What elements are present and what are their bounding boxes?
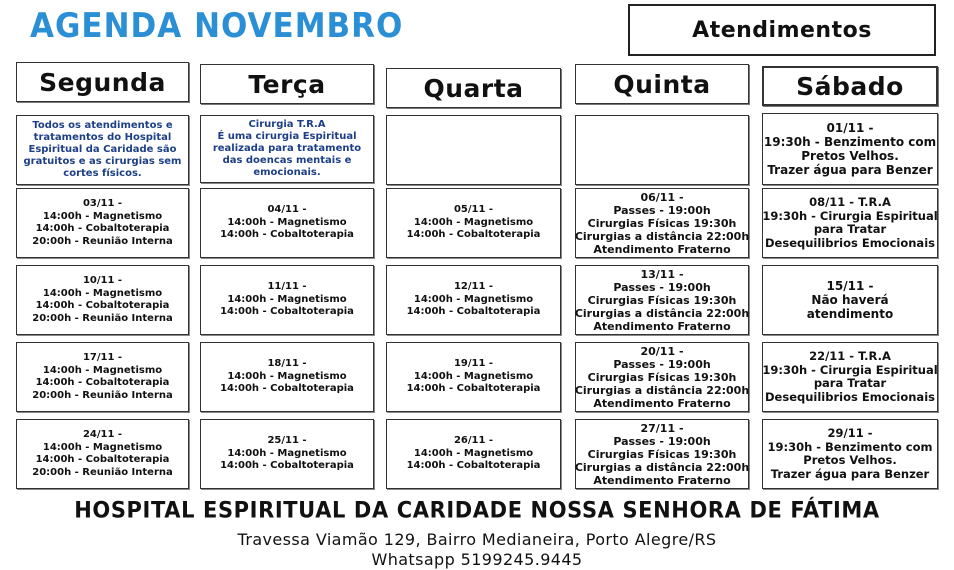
cell-line: Cirurgias a distância 22:00h	[574, 383, 750, 397]
cell-line: Espiritual da Caridade são	[28, 144, 177, 155]
cell-line: 14:00h - Cobaltoterapia	[220, 460, 354, 472]
cell-line: Todos os atendimentos e	[32, 120, 173, 131]
cell-line: 26/11 -	[453, 435, 494, 447]
cell-line: gratuitos e as cirurgias sem	[23, 156, 182, 167]
cell-line: Atendimento Fraterno	[593, 242, 731, 256]
cell-line: 14:00h - Cobaltoterapia	[220, 383, 354, 395]
cell-line: 11/11 -	[267, 281, 307, 293]
cell-line: Desequilibrios Emocionais	[765, 235, 935, 250]
cell-line: Trazer água para Benzer	[770, 466, 930, 481]
cell-line: É uma cirurgia Espiritual	[217, 131, 357, 142]
schedule-cell-sabado	[762, 265, 938, 335]
cell-line: Passes - 19:00h	[613, 357, 711, 371]
cell-line: das doencas mentais e	[222, 155, 352, 166]
cell-line: 14:00h - Cobaltoterapia	[406, 383, 541, 395]
schedule-cell-terca	[200, 342, 374, 412]
schedule-cell-quarta	[386, 265, 561, 335]
atendimentos-title: Atendimentos	[628, 4, 936, 56]
cell-line: Passes - 19:00h	[613, 434, 711, 448]
cell-line: 22/11 - T.R.A	[809, 349, 891, 363]
cell-line: 12/11 -	[453, 281, 494, 293]
cell-line: 14:00h - Magnetismo	[413, 293, 534, 305]
cell-line: 14:00h - Magnetismo	[227, 370, 347, 382]
cell-line: Pretos Velhos.	[803, 453, 897, 467]
day-header-sabado: Sábado	[762, 66, 938, 106]
cell-line: 06/11 -	[640, 190, 684, 204]
schedule-cell-segunda	[16, 342, 189, 412]
cell-line: 14:00h - Magnetismo	[413, 216, 534, 228]
schedule-cell-terca	[200, 265, 374, 335]
cell-line: 19:30h - Benzimento com	[763, 135, 937, 149]
cell-line: 14:00h - Magnetismo	[42, 441, 163, 453]
cell-line: 20:00h - Reunião Interna	[32, 312, 173, 324]
cell-line: 14:00h - Magnetismo	[227, 293, 347, 305]
schedule-cell-quinta	[575, 188, 749, 258]
info-box-terca	[200, 115, 374, 183]
hospital-name: HOSPITAL ESPIRITUAL DA CARIDADE NOSSA SENHORA DE FÁTIMA	[74, 497, 880, 523]
schedule-cell-segunda	[16, 265, 189, 335]
cell-line: emocionais.	[253, 167, 321, 178]
schedule-cell-sabado	[762, 342, 938, 412]
cell-line: realizada para tratamento	[212, 143, 362, 154]
cell-line: 19/11 -	[453, 358, 494, 370]
cell-line: 14:00h - Magnetismo	[413, 447, 534, 459]
cell-line: Atendimento Fraterno	[593, 319, 731, 333]
cell-line: 18/11 -	[267, 358, 307, 370]
whatsapp: Whatsapp 5199245.9445	[371, 550, 583, 569]
cell-line: 14:00h - Magnetismo	[42, 210, 163, 222]
cell-line: 19:30h - Cirurgia Espiritual	[762, 208, 938, 223]
day-header-terca: Terça	[200, 64, 374, 104]
schedule-cell-quarta	[386, 419, 561, 489]
cell-line: Cirurgias a distância 22:00h	[574, 306, 750, 320]
schedule-cell-segunda	[16, 419, 189, 489]
schedule-cell-quinta	[575, 265, 749, 335]
cell-line: 14:00h - Cobaltoterapia	[35, 223, 170, 234]
cell-line: 14:00h - Magnetismo	[42, 364, 163, 376]
cell-line: 13/11 -	[640, 267, 684, 281]
cell-line: Passes - 19:00h	[613, 280, 711, 294]
info-box-quarta	[386, 115, 561, 185]
cell-line: 14:00h - Cobaltoterapia	[220, 229, 354, 241]
cell-line: 19:30h - Benzimento com	[767, 439, 933, 454]
cell-line: Cirurgias Físicas 19:30h	[587, 447, 737, 461]
cell-line: Pretos Velhos.	[801, 149, 899, 163]
cell-line: 25/11 -	[267, 435, 307, 447]
schedule-cell-sabado	[762, 188, 938, 258]
day-header-quarta: Quarta	[386, 68, 561, 108]
cell-line: 10/11 -	[82, 275, 123, 286]
cell-line: para Tratar	[813, 222, 887, 236]
schedule-cell-sabado	[762, 419, 938, 489]
cell-line: cortes físicos.	[63, 168, 142, 179]
cell-line: 08/11 - T.R.A	[809, 195, 891, 209]
cell-line: Cirurgias Físicas 19:30h	[587, 293, 737, 307]
cell-line: 29/11 -	[827, 426, 873, 440]
cell-line: 14:00h - Cobaltoterapia	[35, 377, 170, 388]
day-header-quinta: Quinta	[575, 64, 749, 104]
cell-line: 14:00h - Cobaltoterapia	[35, 300, 170, 311]
cell-line: 14:00h - Cobaltoterapia	[406, 460, 541, 472]
cell-line: 14:00h - Cobaltoterapia	[220, 306, 354, 318]
cell-line: 14:00h - Magnetismo	[227, 216, 347, 228]
cell-line: 20:00h - Reunião Interna	[32, 389, 173, 401]
address: Travessa Viamão 129, Bairro Medianeira, Porto Alegre/RS	[237, 530, 717, 549]
agenda-title: AGENDA NOVEMBRO	[30, 6, 404, 46]
cell-line: 14:00h - Magnetismo	[413, 370, 534, 382]
cell-line: 20:00h - Reunião Interna	[32, 235, 173, 247]
cell-line: 19:30h - Cirurgia Espiritual	[762, 362, 938, 377]
cell-line: Cirurgias Físicas 19:30h	[587, 370, 737, 384]
schedule-cell-segunda	[16, 188, 189, 258]
cell-line: Atendimento Fraterno	[593, 473, 731, 487]
cell-line: atendimento	[806, 307, 894, 321]
cell-line: 01/11 -	[826, 121, 874, 135]
cell-line: para Tratar	[813, 376, 887, 390]
cell-line: 14:00h - Cobaltoterapia	[406, 229, 541, 241]
cell-line: Trazer água para Benzer	[767, 163, 933, 177]
cell-line: Desequilibrios Emocionais	[765, 389, 935, 404]
cell-line: 14:00h - Cobaltoterapia	[406, 306, 541, 318]
cell-line: 20:00h - Reunião Interna	[32, 466, 173, 478]
cell-line: tratamentos do Hospital	[33, 132, 172, 143]
schedule-cell-quinta	[575, 419, 749, 489]
day-header-segunda: Segunda	[16, 62, 189, 102]
cell-line: Passes - 19:00h	[613, 203, 711, 217]
cell-line: 24/11 -	[82, 429, 123, 440]
schedule-cell-quarta	[386, 188, 561, 258]
cell-line: Cirurgia T.R.A	[248, 119, 326, 130]
schedule-cell-terca	[200, 419, 374, 489]
cell-line: Cirurgias a distância 22:00h	[574, 229, 750, 243]
cell-line: Cirurgias a distância 22:00h	[574, 460, 750, 474]
cell-line: 14:00h - Magnetismo	[42, 287, 163, 299]
cell-line: 04/11 -	[267, 204, 307, 216]
info-box-segunda	[16, 115, 189, 185]
cell-line: 15/11 -	[826, 279, 874, 293]
info-box-sabado	[762, 113, 938, 185]
schedule-cell-quinta	[575, 342, 749, 412]
cell-line: 20/11 -	[640, 344, 684, 358]
cell-line: 17/11 -	[82, 352, 123, 363]
cell-line: Atendimento Fraterno	[593, 396, 731, 410]
cell-line: Cirurgias Físicas 19:30h	[587, 216, 737, 230]
schedule-cell-terca	[200, 188, 374, 258]
cell-line: Não haverá	[811, 293, 889, 307]
info-box-quinta	[575, 115, 749, 185]
cell-line: 27/11 -	[640, 421, 684, 435]
cell-line: 14:00h - Magnetismo	[227, 447, 347, 459]
cell-line: 05/11 -	[453, 204, 494, 216]
cell-line: 14:00h - Cobaltoterapia	[35, 454, 170, 465]
schedule-cell-quarta	[386, 342, 561, 412]
cell-line: 03/11 -	[82, 198, 123, 209]
